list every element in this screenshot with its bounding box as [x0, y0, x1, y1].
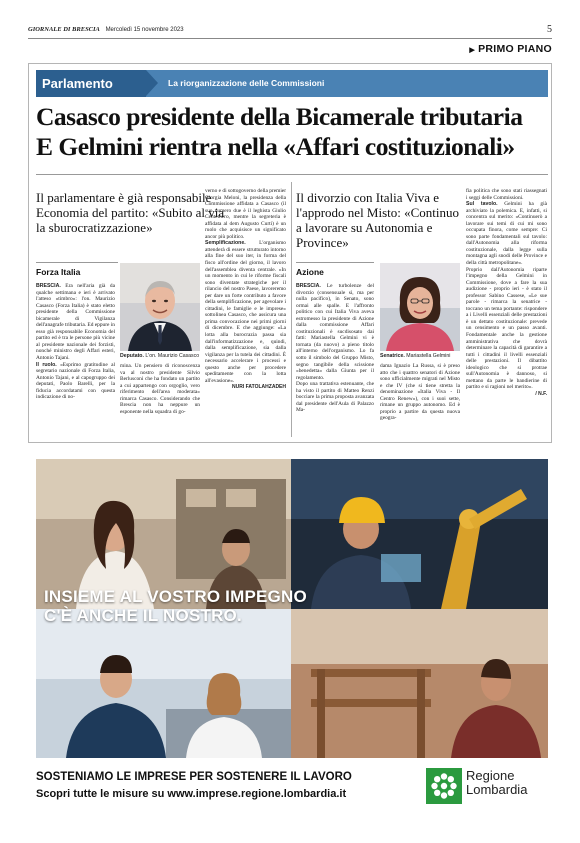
- right-kicker-rule: [296, 262, 374, 263]
- left-subhead: Il parlamentare è già responsabile Economia del partito: «Subito al via la sburocratizzazione»: [36, 190, 225, 235]
- ad-footer-headline: SOSTENIAMO LE IMPRESE PER SOSTENERE IL LAVORO: [36, 771, 352, 783]
- ad-photo-industry: [291, 459, 548, 609]
- left-kicker-rule: [36, 262, 118, 263]
- portrait-gelmini-image: [380, 263, 460, 351]
- portrait-casasco-image: [120, 263, 200, 351]
- regione-lombardia-logo-icon: [426, 768, 462, 804]
- caption-casasco: Deputato. L'on. Maurizio Casasco: [120, 353, 200, 359]
- regione-lombardia-logo-text: Regione Lombardia: [466, 768, 528, 797]
- headline: [36, 102, 548, 162]
- topic-banner: [36, 70, 548, 97]
- photo-gelmini: [380, 263, 460, 351]
- topic-subtitle: La riorganizzazione delle Commissioni: [168, 78, 325, 88]
- right-signature: / N.F.: [535, 390, 547, 397]
- left-column-2: mina. Un pensiero di riconoscenza va al nostro presidente Silvio Berlusconi che ha fondato un partito a cui appartengo con orgoglio, vero riferimento dell'area moderata» rimarca Casasco. Considerando che Brescia non ha neppure un esponente nella squadra di go-: [120, 363, 200, 415]
- masthead: [28, 26, 552, 38]
- issue-date: Mercoledì 15 novembre 2023: [105, 27, 184, 33]
- headline-line-2: E Gelmini rientra nella «Affari costituzionali»: [36, 132, 515, 161]
- arrow-icon: ▶: [469, 47, 476, 54]
- right-column-2: dama Ignazio La Russa, si è preso atto che i quattro senatori di Azione sono ufficialmente migrati nel Misto e che IV (che si tiene stretta la denominazione «Italia Viva - Il Centro Renew»), con i suoi sette, rimane un gruppo autonomo. Ed è proprio a partire da questa nuova geogra-: [380, 363, 460, 422]
- headline-line-1: Casasco presidente della Bicamerale tributaria: [36, 102, 523, 131]
- right-subhead: Il divorzio con Italia Viva e l'approdo nel Misto: «Continuo a lavorare su Autonomia e Province»: [296, 190, 460, 250]
- right-author-tag: Azione: [296, 267, 324, 277]
- ad-photo-workshop: [291, 609, 548, 758]
- right-column-1: BRESCIA. Le turbolenze del divorzio (consensuale sì, ma per nulla pacifico), in Senato, sono ormai alle spalle. E l'affronto politico con cui Italia Viva aveva estromesso la presidente di Azione dalla commissione Affari costituzionali è sucdisosato dai fatti: Mariastella Gelmini vi è tornata (da nuovo) a pieno titolo all'interno dell'organismo. Lo fa sotto il simbolo del Gruppo Misto, segno tangibile della scissione «benedetta» dalla Giunta per il regolamento. Dopo una trattativa estenuante, che ha visto il partito di Matteo Renzi bocciare la prima proposta avanzata dal presidente dell'Aula di Palazzo Ma-: [296, 283, 374, 414]
- advertisement: [36, 459, 548, 758]
- tag-arrow-shape: [146, 70, 158, 96]
- section-label: ▶ PRIMO PIANO: [469, 43, 552, 55]
- left-column-1: BRESCIA. Era nell'aria già da qualche settimana e ieri è arrivato l'atteso «timbro»: l'on. Maurizio Casasco (Forza Italia) è stato eletto presidente della Commissione bicamerale di Vigilanza dell'anagrafe tributaria. Ed eppure in esso già responsabile Economia del partito ed è tra le persone più vicine al presidente nazionale dei forzisti, nonché ministro degli Affari esteri, Antonio Tajani. Il ruolo. «Esprimo gratitudine al segretario nazionale di Forza Italia, Antonio Tajani, e al capogruppo dei deputati, Paolo Barelli, per la fiducia accordatami con questa indicazione di no-: [36, 283, 115, 401]
- photo-casasco: [120, 263, 200, 351]
- publication-name: GIORNALE DI BRESCIA: [28, 26, 100, 33]
- column-divider: [291, 182, 292, 437]
- page-number: 5: [547, 24, 552, 35]
- ad-footer-url[interactable]: Scopri tutte le misure su www.imprese.regione.lombardia.it: [36, 788, 347, 800]
- left-column-3: verno e di sottogoverno della premier Giorgia Meloni, la presidenza della Commissione affidata a Casasco (il suo numero due è il leghista Giulio Centemero, mentre la segreteria è affidata al dem Augusto Curti) è un ruolo che acquisisce un significato ancor più politico. Semplificazione. L'organismo attenderà di essere strutturato intorno alla fine del suo iter, in forma del fisco all'ordine del giorno, il lavoro dell'assemblea diventa centrale. «In un momento in cui le riforme fiscali sono diventate strategiche per il rilancio del nostro Paese, lavoreremo per dare un forte contributo a favore della semplificazione, per agevolare i cittadini, le famiglie e le imprese» sottolinea Casasco, che assicura una prima convocazione nei primi giorni di dicembre. E che aggiunge: «La lotta alla burocrazia passa sia dall'informatizzazione e, quindi, dalla semplificazione, sia dalla vigilanza per la tutela dei cittadini. È necessario accelerare i processi e questo anche per procedere speditamente con la lotta all'evasione». NURI FATOLAHZADEH: [205, 188, 286, 391]
- ad-slogan: INSIEME AL VOSTRO IMPEGNO C'È ANCHE IL NOSTRO.: [44, 587, 307, 625]
- ad-photo-office: [36, 609, 291, 758]
- caption-gelmini: Senatrice. Mariastella Gelmini: [380, 353, 451, 359]
- topic-tag: Parlamento: [36, 70, 146, 97]
- left-signature: NURI FATOLAHZADEH: [232, 384, 286, 391]
- headline-rule: [36, 174, 548, 175]
- masthead-rule: [28, 38, 552, 39]
- left-author-tag: Forza Italia: [36, 267, 81, 277]
- right-column-3: fia politica che sono stati riassegnati i seggi delle Commissioni. Sul tavolo. Gelmini ha già archiviato la polemica. E, infatti, si concentra sul merito: «Continuerò a lavorare sui temi di cui mi sono occupata finora, come sempre: Ci sono parte fondamentali sul tavolo: dall'Autonomia alla riforma costituzionale, dalla legge sulla montagna agli snodi delle Province e della città metropolitane». Proprio dall'Autonomia riparte l'impegno della Gelmini in Commissione, dove a fare la sua audizione - proprio ieri - è stato il professor Sabino Cassese, «Le sue parole - rimarca la senatrice - toccano un tema portante: rispondere a i Livelli essenziali delle prestazioni è un dettato costituzionale: prevede un censimento e un passo avanti. Fondamentale anche la gestione amministrativa che dovrà determinare la capacità di garantire a tutti i cittadini il livelli essenziali delle prestazioni. Il dibattito ideologico che si protrae sull'Autonomia è dannoso, si mettano da parte le bandierine di partito e si ragioni nel merito». / N.F.: [466, 188, 547, 397]
